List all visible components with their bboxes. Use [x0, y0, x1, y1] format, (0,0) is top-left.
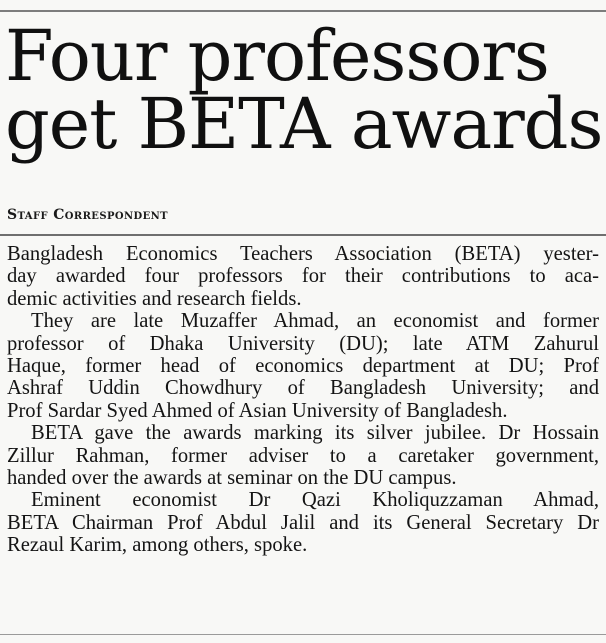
paragraph-4	[7, 489, 599, 556]
bottom-rule	[0, 634, 606, 635]
body-line: Rezaul Karim, among others, spoke.	[7, 534, 308, 557]
headline	[5, 15, 605, 165]
body-line: They are late Muzaffer Ahmad, an economist and former	[31, 310, 599, 333]
body-line: Zillur Rahman, former adviser to a caretaker government,	[7, 444, 599, 467]
byline: Staff Correspondent	[7, 207, 169, 223]
body-line: Prof Sardar Syed Ahmed of Asian University of Bangladesh.	[7, 399, 508, 422]
body-line: BETA Chairman Prof Abdul Jalil and its General Secretary Dr	[7, 511, 599, 534]
body-line: professor of Dhaka University (DU); late ATM Zahurul	[7, 332, 599, 355]
byline-rule	[0, 234, 606, 236]
body-line: demic activities and research fields.	[7, 287, 302, 310]
paragraph-1	[7, 243, 599, 310]
paragraph-3	[7, 422, 599, 489]
body-line: BETA gave the awards marking its silver jubilee. Dr Hossain	[31, 422, 599, 445]
headline-line-1: Four professors	[5, 15, 549, 97]
body-line: Haque, former head of economics department at DU; Prof	[7, 355, 599, 378]
body-line: Ashraf Uddin Chowdhury of Bangladesh University; and	[7, 377, 599, 400]
paragraph-2	[7, 310, 599, 422]
top-rule	[0, 10, 606, 12]
body-line: Bangladesh Economics Teachers Association (BETA) yester-	[7, 243, 599, 265]
body-line: Eminent economist Dr Qazi Kholiquzzaman Ahmad,	[31, 489, 599, 512]
headline-line-2: get BETA awards	[5, 83, 603, 165]
body-line: handed over the awards at seminar on the DU campus.	[7, 467, 457, 490]
body-line: day awarded four professors for their contributions to aca-	[7, 265, 599, 288]
article-body	[7, 243, 599, 557]
